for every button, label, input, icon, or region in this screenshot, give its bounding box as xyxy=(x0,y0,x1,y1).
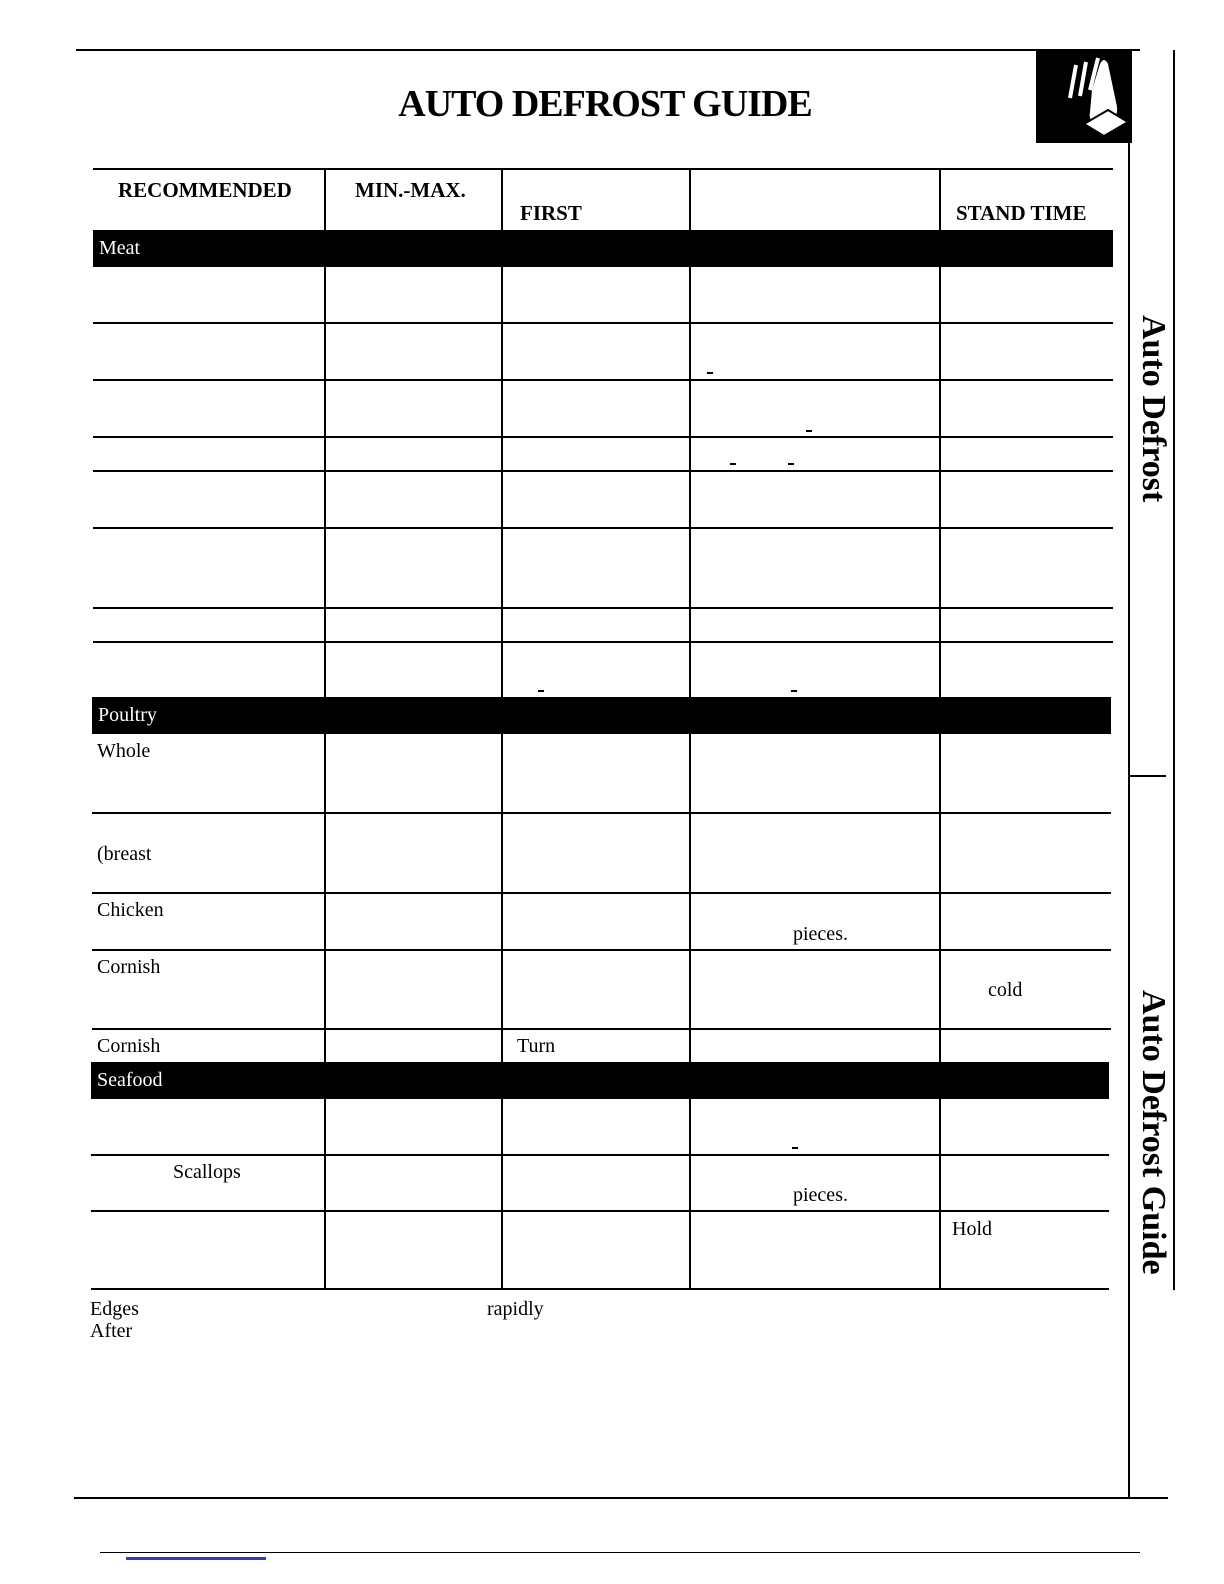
row-rule xyxy=(92,949,1111,951)
cell-breast: (breast xyxy=(97,843,152,865)
bottom-rule xyxy=(74,1497,1168,1499)
row-rule xyxy=(93,641,1113,643)
row-rule xyxy=(92,1028,1111,1030)
page-title: AUTO DEFROST GUIDE xyxy=(398,83,812,125)
row-rule xyxy=(93,607,1113,609)
side-tab-auto-defrost-guide: Auto Defrost Guide xyxy=(1135,990,1172,1275)
row-rule xyxy=(91,1154,1109,1156)
cell-whole: Whole xyxy=(97,740,151,762)
row-rule xyxy=(93,470,1113,472)
header-stand-time: STAND TIME xyxy=(956,201,1087,225)
dash-mark xyxy=(806,430,812,432)
row-rule xyxy=(91,1210,1109,1212)
dash-mark xyxy=(707,372,713,374)
row-rule xyxy=(93,322,1113,324)
cell-chicken: Chicken xyxy=(97,899,164,921)
footer-after: After xyxy=(90,1320,133,1342)
side-tab-divider xyxy=(1128,775,1166,777)
dash-mark xyxy=(730,463,736,465)
hand-pressing-pad-icon xyxy=(1036,50,1132,143)
row-rule xyxy=(92,812,1111,814)
dash-mark xyxy=(538,690,544,692)
row-rule xyxy=(92,892,1111,894)
footer-thin-rule xyxy=(100,1552,1140,1553)
cell-pieces-2: pieces. xyxy=(793,1184,848,1206)
dash-mark xyxy=(788,463,794,465)
header-recommended: RECOMMENDED xyxy=(118,178,292,202)
cell-cornish-1: Cornish xyxy=(97,956,161,978)
table-top-rule xyxy=(93,168,1113,170)
cell-scallops: Scallops xyxy=(173,1161,241,1183)
cell-cold: cold xyxy=(988,979,1023,1001)
row-rule xyxy=(93,379,1113,381)
top-rule xyxy=(76,49,1140,51)
cell-hold: Hold xyxy=(952,1218,992,1240)
header-first: FIRST xyxy=(520,201,582,225)
dash-mark xyxy=(792,1147,798,1149)
section-seafood: Seafood xyxy=(91,1062,1109,1099)
header-min-max: MIN.-MAX. xyxy=(355,178,466,202)
side-rule xyxy=(1128,140,1130,1498)
table-bottom-rule xyxy=(91,1288,1109,1290)
cell-pieces-1: pieces. xyxy=(793,923,848,945)
side-rule-outer xyxy=(1173,50,1175,1290)
section-poultry: Poultry xyxy=(92,697,1111,734)
side-tab-auto-defrost: Auto Defrost xyxy=(1135,315,1172,503)
cell-turn: Turn xyxy=(517,1035,556,1057)
section-meat: Meat xyxy=(93,230,1113,267)
footer-blue-mark xyxy=(126,1557,266,1560)
footer-rapidly: rapidly xyxy=(487,1298,544,1320)
footer-edges: Edges xyxy=(90,1298,139,1320)
row-rule xyxy=(93,527,1113,529)
row-rule xyxy=(93,436,1113,438)
cell-cornish-2: Cornish xyxy=(97,1035,161,1057)
dash-mark xyxy=(791,690,797,692)
